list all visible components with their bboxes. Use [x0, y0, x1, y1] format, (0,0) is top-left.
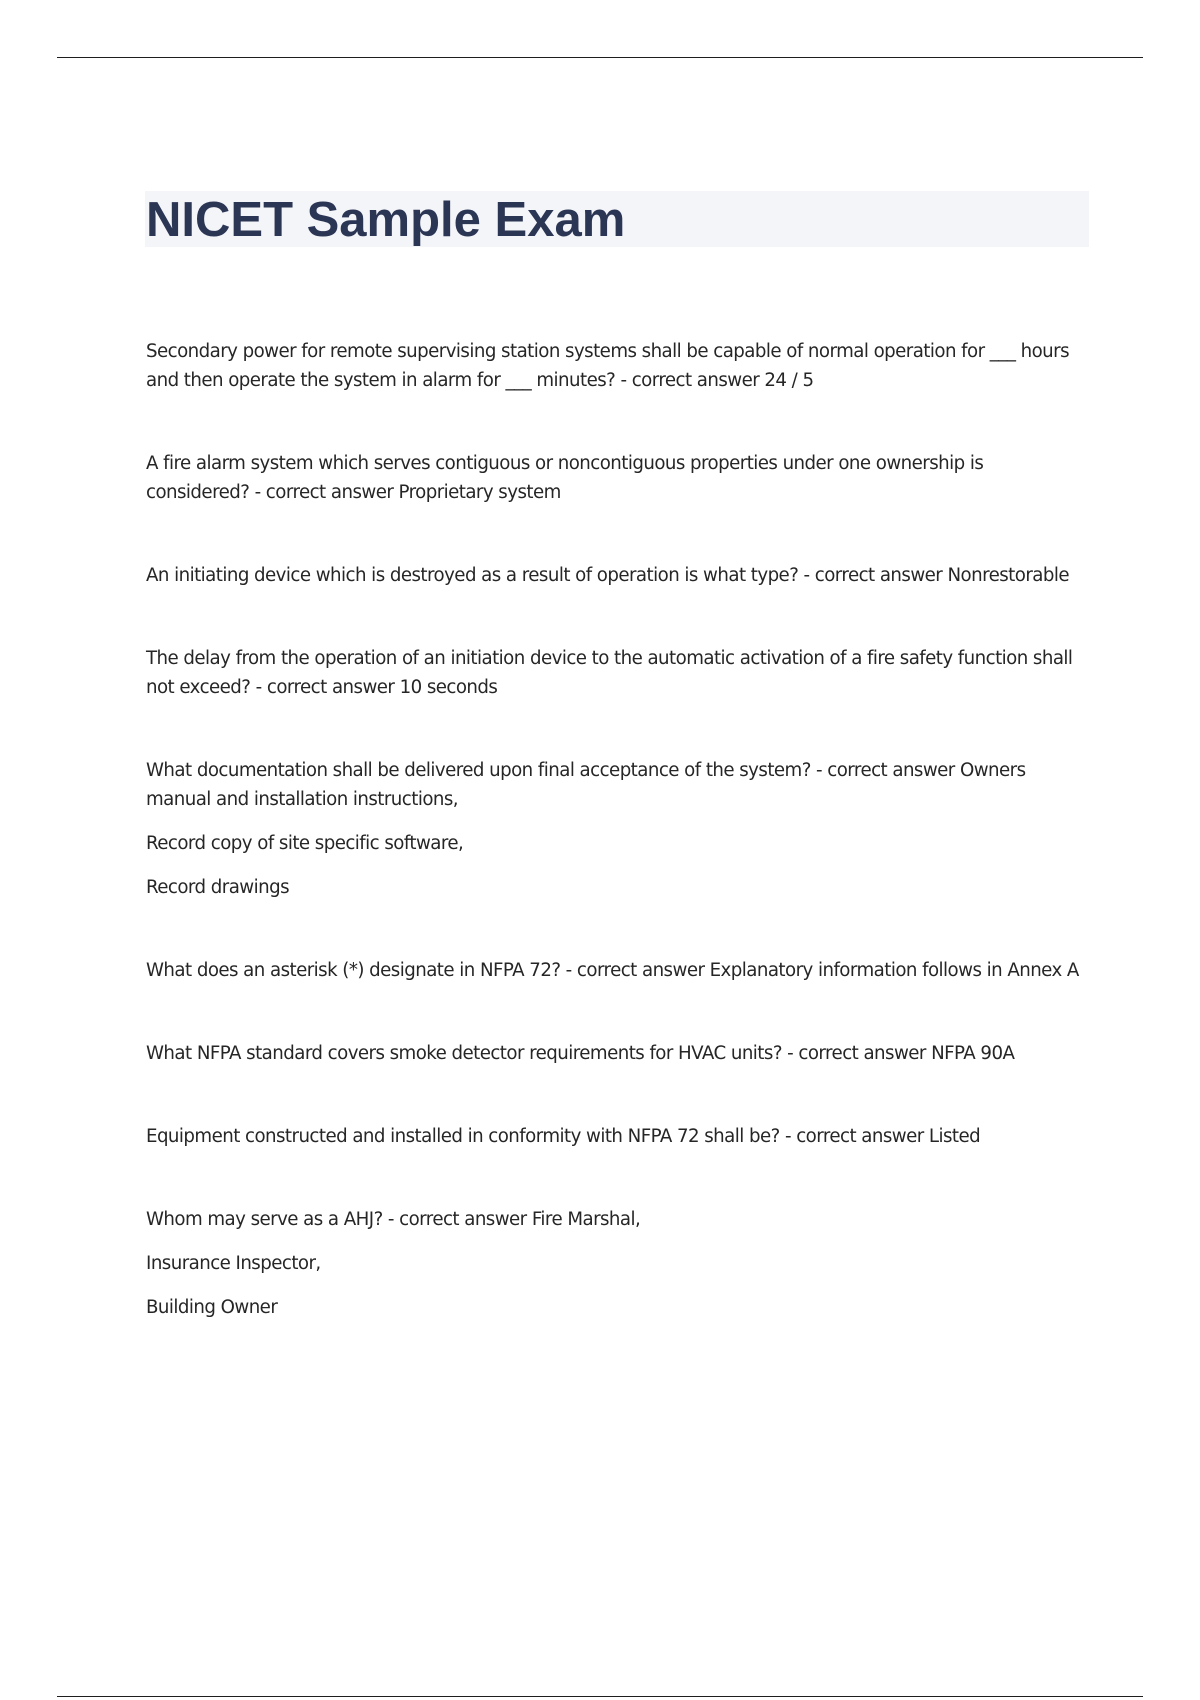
- qa-text: What NFPA standard covers smoke detector requirements for HVAC units? - correct answer NFPA 90A: [146, 1043, 1015, 1064]
- qa-item: [146, 449, 1091, 507]
- qa-list: [146, 337, 1091, 1376]
- qa-item: [146, 756, 1091, 902]
- qa-text: Equipment constructed and installed in conformity with NFPA 72 shall be? - correct answer Listed: [146, 1126, 981, 1147]
- qa-item: [146, 1039, 1091, 1068]
- qa-answer-line: Record drawings: [146, 877, 290, 898]
- footer-rule: [57, 1696, 1143, 1697]
- qa-item: [146, 956, 1091, 985]
- header-rule: [57, 57, 1143, 58]
- qa-answer-line: Insurance Inspector,: [146, 1253, 321, 1274]
- qa-item: [146, 1122, 1091, 1151]
- qa-text: The delay from the operation of an initiation device to the automatic activation of a fire safety function shall not exceed? - correct answer 10 seconds: [146, 648, 1073, 698]
- document-title: NICET Sample Exam: [146, 193, 626, 247]
- qa-text: Secondary power for remote supervising station systems shall be capable of normal operation for ___ hours and then operate the system in alarm for ___ minutes? - correct answer 24 / 5: [146, 341, 1070, 391]
- qa-text: An initiating device which is destroyed as a result of operation is what type? - correct answer Nonrestorable: [146, 565, 1069, 586]
- qa-item: [146, 561, 1091, 590]
- qa-answer-line: Record copy of site specific software,: [146, 833, 464, 854]
- qa-text: A fire alarm system which serves contiguous or noncontiguous properties under one ownership is considered? - correct answer Proprietary system: [146, 453, 984, 503]
- qa-item: [146, 644, 1091, 702]
- qa-text: What does an asterisk (*) designate in NFPA 72? - correct answer Explanatory information follows in Annex A: [146, 960, 1079, 981]
- qa-text: Whom may serve as a AHJ? - correct answer Fire Marshal,: [146, 1209, 641, 1230]
- qa-answer-line: Building Owner: [146, 1297, 278, 1318]
- qa-item: [146, 337, 1091, 395]
- qa-text: What documentation shall be delivered upon final acceptance of the system? - correct answer Owners manual and installation instructions,: [146, 760, 1026, 810]
- qa-item: [146, 1205, 1091, 1322]
